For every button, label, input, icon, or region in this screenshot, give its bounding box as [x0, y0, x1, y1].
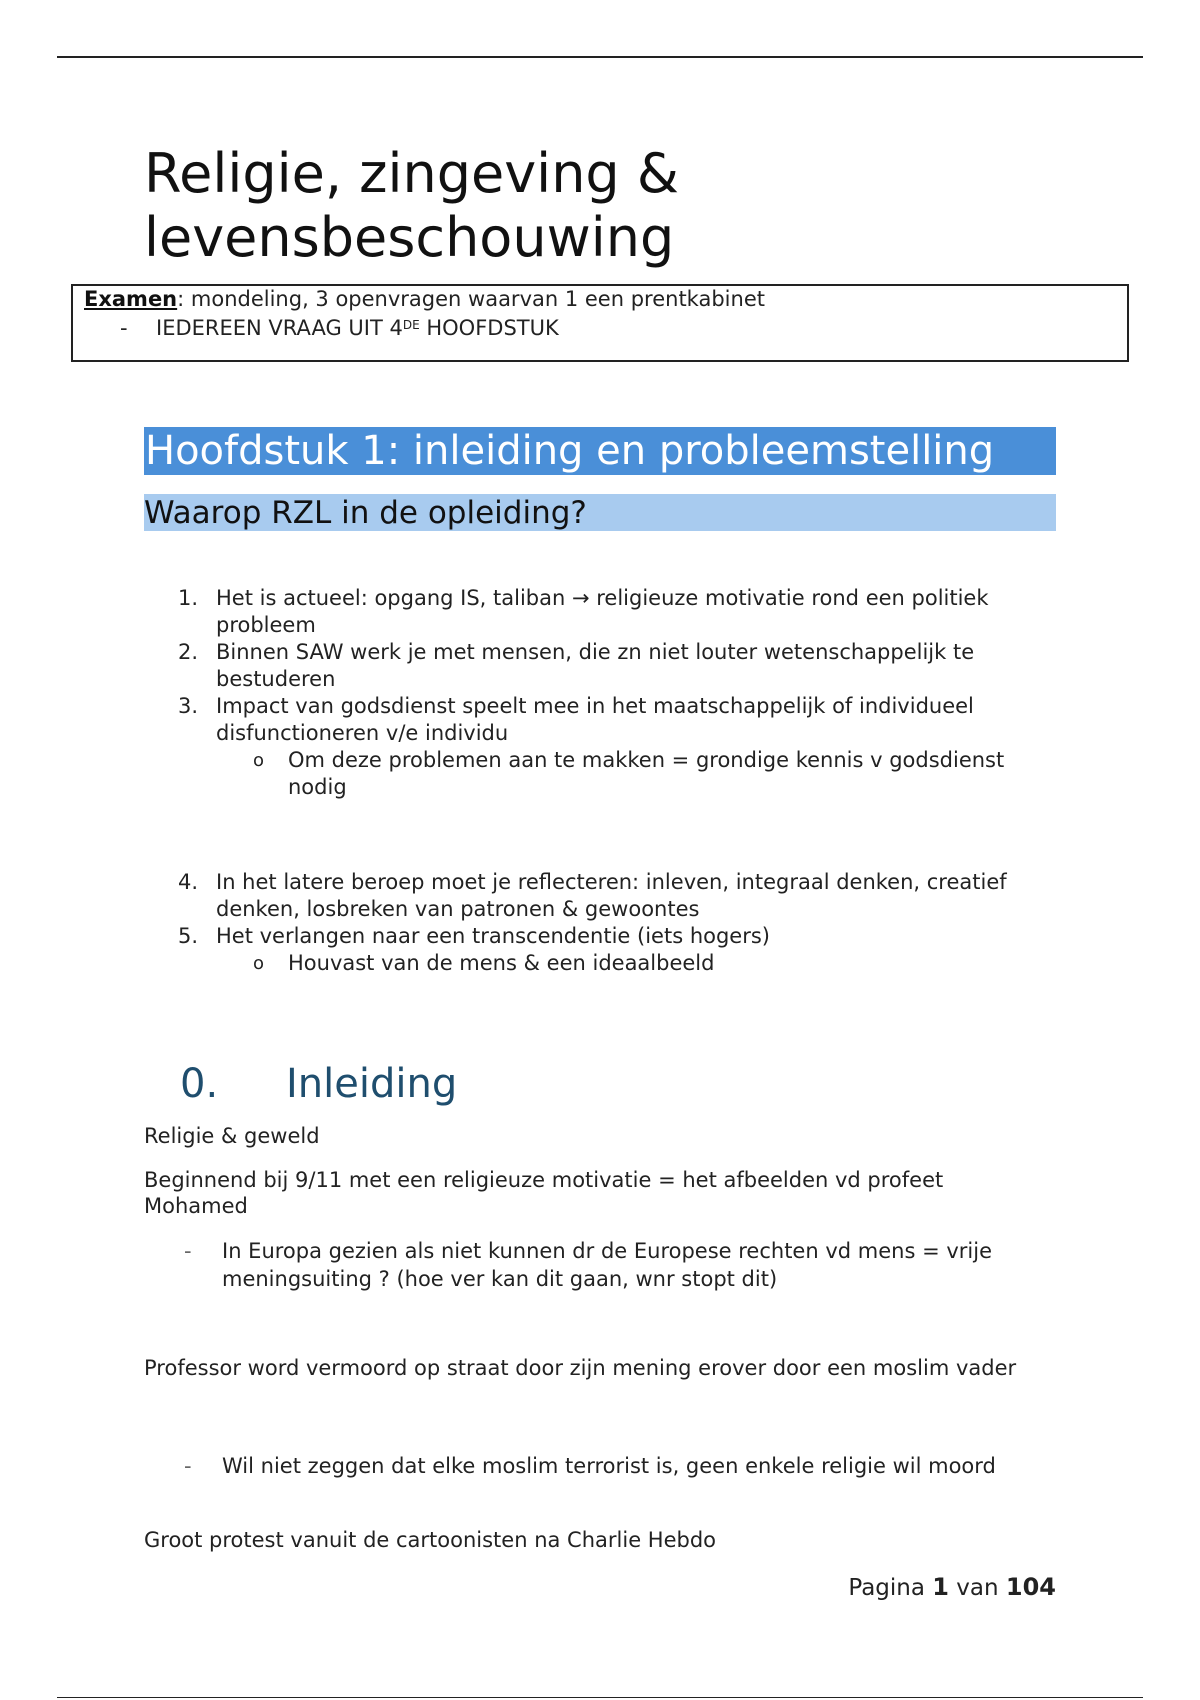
- sub-list-text: Houvast van de mens & een ideaalbeeld: [288, 951, 715, 975]
- title-line-2: levensbeschouwing: [144, 206, 675, 269]
- sub-list-item: [178, 950, 1058, 977]
- sub-list-text: Om deze problemen aan te makken = grondige kennis v godsdienst nodig: [288, 748, 1005, 799]
- list-number: 1.: [178, 586, 199, 610]
- list-number: 4.: [178, 870, 199, 894]
- list-item: [178, 869, 1058, 923]
- list-text: Het is actueel: opgang IS, taliban → religieuze motivatie rond een politiek probleem: [216, 586, 989, 637]
- list-text: Het verlangen naar een transcendentie (iets hogers): [216, 924, 770, 948]
- list-item: [178, 585, 1058, 639]
- bullet-item: [184, 1237, 1044, 1293]
- exam-bullet-pre: IEDEREEN VRAAG UIT 4: [156, 316, 403, 340]
- sub-list-marker: o: [253, 953, 265, 974]
- list-item: [178, 693, 1058, 747]
- section-inleiding-heading: [180, 1060, 457, 1108]
- sub-list-item: [178, 747, 1058, 801]
- paragraph: Religie & geweld: [144, 1124, 320, 1148]
- list-number: 3.: [178, 694, 199, 718]
- bullet-item: [184, 1452, 1044, 1480]
- current-page: 1: [932, 1573, 949, 1601]
- paragraph: Beginnend bij 9/11 met een religieuze motivatie = het afbeelden vd profeet Mohamed: [144, 1168, 944, 1218]
- list-text: Binnen SAW werk je met mensen, die zn niet louter wetenschappelijk te bestuderen: [216, 640, 975, 691]
- bullet-text: In Europa gezien als niet kunnen dr de Europese rechten vd mens = vrije meningsuiting ? (hoe ver kan dit gaan, wnr stopt dit): [222, 1239, 992, 1291]
- exam-text: : mondeling, 3 openvragen waarvan 1 een prentkabinet: [177, 287, 765, 311]
- paragraph: Professor word vermoord op straat door zijn mening erover door een moslim vader: [144, 1356, 1017, 1380]
- list-text: Impact van godsdienst speelt mee in het maatschappelijk of individueel disfunctioneren v/e individu: [216, 694, 974, 745]
- total-pages: 104: [1005, 1573, 1056, 1601]
- document-title: [144, 142, 679, 270]
- numbered-list-part-1: [178, 585, 1058, 801]
- section-title: Inleiding: [286, 1061, 458, 1107]
- page-number: [848, 1572, 1056, 1603]
- footer-rule: [57, 1697, 1143, 1698]
- section-number: 0.: [180, 1061, 219, 1107]
- exam-bullet-dash: -: [120, 316, 128, 340]
- exam-info-box: [71, 284, 1129, 362]
- exam-line: [84, 286, 1127, 312]
- chapter-1-heading: Hoofdstuk 1: inleiding en probleemstelling: [144, 427, 1056, 475]
- paragraph: Groot protest vanuit de cartoonisten na Charlie Hebdo: [144, 1528, 717, 1552]
- bullet-dash: -: [184, 1454, 192, 1478]
- list-item: [178, 923, 1058, 950]
- sub-list-marker: o: [253, 750, 265, 771]
- exam-label: Examen: [84, 287, 178, 311]
- exam-bullet-sup: DE: [402, 318, 420, 332]
- exam-bullet: [84, 312, 1127, 341]
- list-number: 5.: [178, 924, 199, 948]
- list-number: 2.: [178, 640, 199, 664]
- list-item: [178, 639, 1058, 693]
- list-text: In het latere beroep moet je reflecteren: inleven, integraal denken, creatief denken, losbreken van patronen & gewoontes: [216, 870, 1007, 921]
- header-rule: [57, 56, 1143, 58]
- chapter-1-subheading: Waarop RZL in de opleiding?: [144, 494, 1056, 531]
- title-line-1: Religie, zingeving &: [144, 142, 679, 205]
- numbered-list-part-2: [178, 869, 1058, 977]
- page-label: Pagina: [848, 1575, 925, 1601]
- bullet-text: Wil niet zeggen dat elke moslim terrorist is, geen enkele religie wil moord: [222, 1454, 996, 1478]
- bullet-dash: -: [184, 1239, 192, 1263]
- page-of-label: van: [956, 1575, 999, 1601]
- exam-bullet-post: HOOFDSTUK: [419, 316, 559, 340]
